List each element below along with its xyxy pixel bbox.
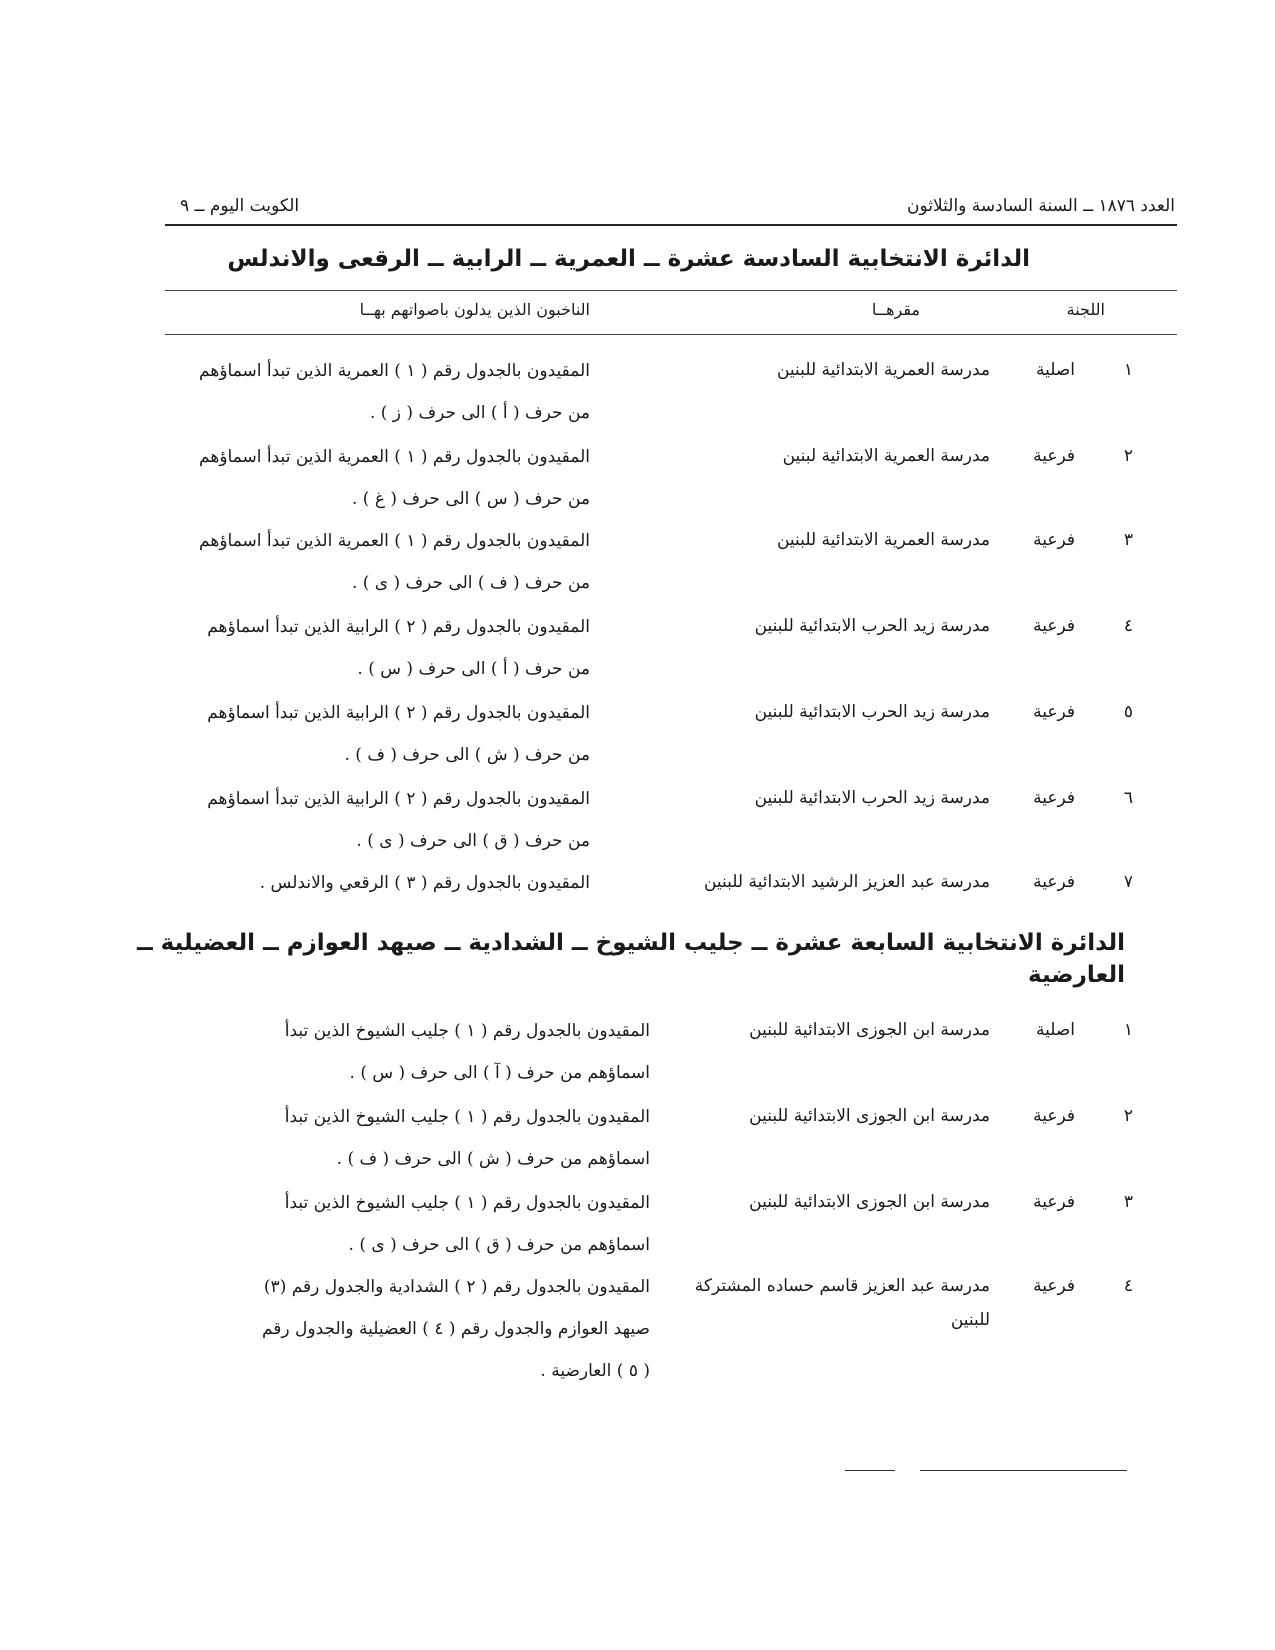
footer-rule-long: [920, 1470, 1127, 1471]
row-number: ١: [1123, 1020, 1133, 1040]
voters-line-1: المقيدون بالجدول رقم ( ٢ ) الرابية الذين تبدأ اسماؤهم: [207, 789, 590, 809]
voters-line-2: من حرف ( ش ) الى حرف ( ف ) .: [344, 745, 590, 765]
voters-description: [120, 520, 590, 604]
row-number: ٢: [1123, 1106, 1133, 1126]
row-number: ٣: [1123, 1192, 1133, 1212]
committee-type: فرعية: [1033, 788, 1075, 808]
voters-line-2: من حرف ( س ) الى حرف ( غ ) .: [351, 489, 590, 509]
voters-line-1: المقيدون بالجدول رقم ( ١ ) العمرية الذين تبدأ اسماؤهم: [199, 531, 590, 551]
voters-line-3: ( ٥ ) العارضية .: [540, 1361, 650, 1381]
row-number: ٤: [1123, 1276, 1133, 1296]
row-number: ٧: [1123, 872, 1133, 892]
voters-line-1: المقيدون بالجدول رقم ( ٢ ) الرابية الذين تبدأ اسماؤهم: [207, 703, 590, 723]
voters-line-2: اسماؤهم من حرف ( آ ) الى حرف ( س ) .: [349, 1063, 650, 1083]
voters-line-2: اسماؤهم من حرف ( ش ) الى حرف ( ف ) .: [336, 1149, 650, 1169]
row-number: ١: [1123, 360, 1133, 380]
school-name-line-2: للبنين: [950, 1310, 990, 1330]
school-name: مدرسة زيد الحرب الابتدائية للبنين: [754, 702, 990, 722]
school-name: [695, 1276, 990, 1330]
voters-description: [180, 1182, 650, 1266]
issue-header: العدد ١٨٧٦ ــ السنة السادسة والثلاثون: [907, 196, 1175, 216]
columns-rule: [165, 334, 1177, 335]
school-name: مدرسة ابن الجوزى الابتدائية للبنين: [749, 1192, 990, 1212]
section17-title-line-2: العارضية: [1028, 962, 1125, 988]
committee-type: فرعية: [1033, 530, 1075, 550]
school-name: مدرسة زيد الحرب الابتدائية للبنين: [754, 616, 990, 636]
committee-type: فرعية: [1033, 1276, 1075, 1296]
section16-title: الدائرة الانتخابية السادسة عشرة ــ العمرية ــ الرابية ــ الرقعى والاندلس: [227, 246, 1030, 272]
school-name: مدرسة زيد الحرب الابتدائية للبنين: [754, 788, 990, 808]
voters-description: [120, 606, 590, 690]
voters-line-1: المقيدون بالجدول رقم ( ٢ ) الشدادية والجدول رقم (٣): [263, 1277, 650, 1297]
voters-line-2: من حرف ( ف ) الى حرف ( ى ) .: [351, 573, 590, 593]
voters-line-2: اسماؤهم من حرف ( ق ) الى حرف ( ى ) .: [348, 1235, 650, 1255]
voters-line-2: من حرف ( أ ) الى حرف ( س ) .: [357, 659, 590, 679]
voters-line-2: صيهد العوازم والجدول رقم ( ٤ ) العضيلية والجدول رقم: [261, 1319, 650, 1339]
row-number: ٢: [1123, 446, 1133, 466]
school-name-line-1: مدرسة عبد العزيز قاسم حساده المشتركة: [694, 1276, 990, 1296]
section17-title-line-1: الدائرة الانتخابية السابعة عشرة ــ جليب الشيوخ ــ الشدادية ــ صيهد العوازم ــ العضيلية ــ: [136, 930, 1125, 956]
header-rule: [165, 224, 1177, 226]
school-name: مدرسة العمرية الابتدائية لبنين: [782, 446, 990, 466]
voters-description: [120, 862, 590, 904]
voters-line-2: من حرف ( أ ) الى حرف ( ز ) .: [369, 403, 590, 423]
voters-description: [120, 350, 590, 434]
voters-line-1: المقيدون بالجدول رقم ( ١ ) جليب الشيوخ الذين تبدأ: [284, 1107, 650, 1127]
title-rule: [165, 290, 1177, 291]
school-name: مدرسة العمرية الابتدائية للبنين: [776, 360, 990, 380]
voters-description: [120, 692, 590, 776]
row-number: ٥: [1123, 702, 1133, 722]
school-name: مدرسة ابن الجوزى الابتدائية للبنين: [749, 1106, 990, 1126]
voters-description: [120, 436, 590, 520]
committee-type: فرعية: [1033, 616, 1075, 636]
school-name: مدرسة العمرية الابتدائية للبنين: [776, 530, 990, 550]
committee-type: فرعية: [1033, 872, 1075, 892]
voters-description: [180, 1096, 650, 1180]
voters-line-1: المقيدون بالجدول رقم ( ١ ) العمرية الذين تبدأ اسماؤهم: [199, 447, 590, 467]
voters-line-1: المقيدون بالجدول رقم ( ١ ) جليب الشيوخ الذين تبدأ: [284, 1193, 650, 1213]
school-name: مدرسة عبد العزيز الرشيد الابتدائية للبنين: [703, 872, 990, 892]
col-committee: اللجنة: [1066, 300, 1105, 319]
row-number: ٦: [1123, 788, 1133, 808]
voters-line-1: المقيدون بالجدول رقم ( ٢ ) الرابية الذين تبدأ اسماؤهم: [207, 617, 590, 637]
committee-type: اصلية: [1035, 1020, 1075, 1040]
row-number: ٣: [1123, 530, 1133, 550]
school-name: مدرسة ابن الجوزى الابتدائية للبنين: [749, 1020, 990, 1040]
voters-line-1: المقيدون بالجدول رقم ( ١ ) جليب الشيوخ الذين تبدأ: [284, 1021, 650, 1041]
voters-description: [180, 1266, 650, 1392]
voters-line-1: المقيدون بالجدول رقم ( ١ ) العمرية الذين تبدأ اسماؤهم: [199, 361, 590, 381]
voters-description: [180, 1010, 650, 1094]
footer-rule-short: [845, 1470, 895, 1471]
committee-type: فرعية: [1033, 1192, 1075, 1212]
row-number: ٤: [1123, 616, 1133, 636]
committee-type: فرعية: [1033, 702, 1075, 722]
committee-type: فرعية: [1033, 446, 1075, 466]
voters-line-2: من حرف ( ق ) الى حرف ( ى ) .: [356, 831, 590, 851]
col-voters: الناخبون الذين يدلون باصواتهم بهــا: [359, 300, 590, 319]
col-location: مقرهــا: [871, 300, 920, 319]
committee-type: فرعية: [1033, 1106, 1075, 1126]
section17-title: [105, 930, 1125, 988]
committee-type: اصلية: [1035, 360, 1075, 380]
voters-line-1: المقيدون بالجدول رقم ( ٣ ) الرقعي والاندلس .: [259, 873, 590, 893]
paper-header: الكويت اليوم ــ ٩: [180, 196, 300, 216]
voters-description: [120, 778, 590, 862]
